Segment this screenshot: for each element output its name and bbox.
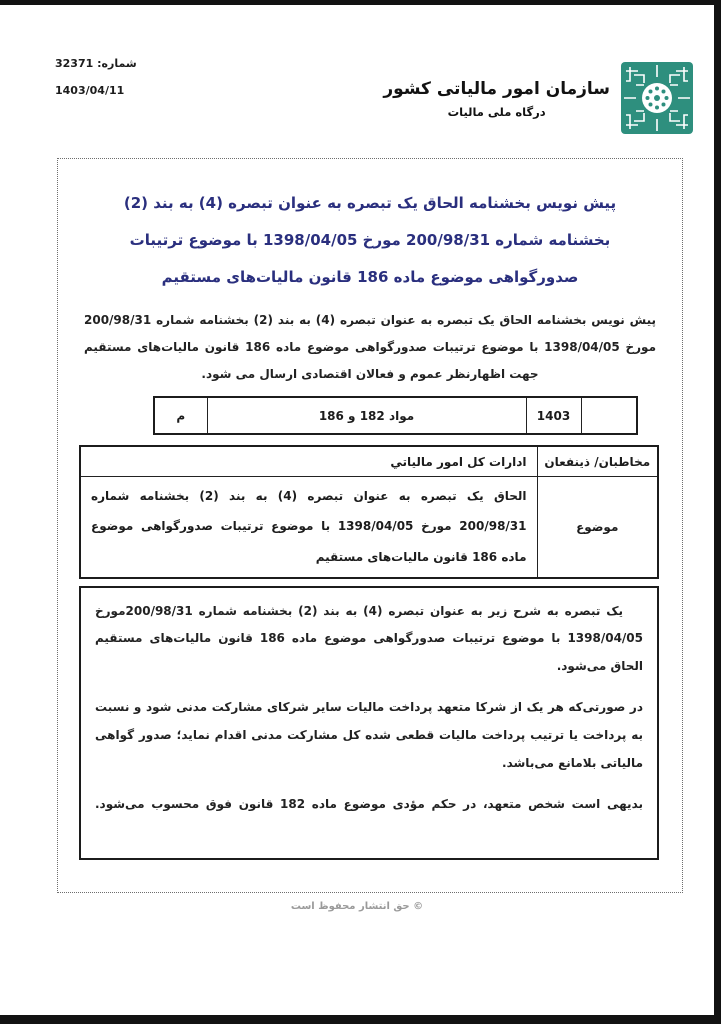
document-title: پیش نویس بخشنامه الحاق یک تبصره به عنوان تبصره (4) به بند (2) بخشنامه شماره 200/98/31 مورخ 1398/04/05 با موضوع ترتیبات صدورگواهی موضوع ماده 186 قانون مالیات‌های مستقیم <box>123 194 617 286</box>
organization-text <box>383 77 610 119</box>
classification-strip-table <box>153 396 638 435</box>
organization-brand <box>383 61 694 135</box>
body-paragraph: یک تبصره به شرح زیر به عنوان تبصره (4) به بند (2) بخشنامه شماره 200/98/31مورخ 1398/04/05 با موضوع ترتیبات صدورگواهی موضوع ماده 186 قانون مالیات‌های مستقیم الحاق می‌شود. <box>95 603 643 673</box>
document-header <box>0 5 714 158</box>
body-paragraph: بدیهی است شخص متعهد، در حکم مؤدی موضوع ماده 182 قانون فوق محسوب می‌شود. <box>95 797 644 812</box>
table-row <box>80 446 658 476</box>
subject-label: موضوع <box>537 476 658 577</box>
year-cell: 1403 <box>526 397 581 434</box>
organization-name: سازمان امور مالیاتی کشور <box>383 79 610 100</box>
organization-subtitle: درگاه ملی مالیات <box>447 104 546 119</box>
articles-cell: مواد 182 و 186 <box>207 397 526 434</box>
letter-date: 1403/04/11 <box>55 84 125 98</box>
recipients-value: ادارات کل امور مالیاتي <box>80 446 537 476</box>
recipients-subject-table <box>79 445 659 578</box>
body-paragraph: در صورتی‌که هر یک از شرکا متعهد پرداخت مالیات سایر شرکای مشارکت مدنی شود و نسبت به پرداخت یا ترتیب پرداخت مالیات قطعی شده کل مشارکت مدنی اقدام نماید؛ صدور گواهی مالیاتی بلامانع می‌باشد. <box>95 700 643 770</box>
letter-number: شماره: 32371 <box>55 57 137 70</box>
table-row <box>154 397 637 434</box>
tax-organization-logo-icon <box>620 61 694 135</box>
copyright-notice: © حق انتشار محفوظ است <box>290 901 424 912</box>
intro-paragraph: پیش نویس بخشنامه الحاق یک تبصره به عنوان تبصره (4) به بند (2) بخشنامه شماره 200/98/31 مورخ 1398/04/05 با موضوع ترتیبات صدورگواهی موضوع ماده 186 قانون مالیات‌های مستقیم جهت اظهارنظر عموم و فعالان اقتصادی ارسال می شود. <box>84 313 657 382</box>
document-content-frame <box>57 158 683 893</box>
recipients-label: مخاطبان/ ذینفعان <box>537 446 658 476</box>
subject-value: الحاق یک تبصره به عنوان تبصره (4) به بند (2) بخشنامه شماره 200/98/31 مورخ 1398/04/05 با موضوع ترتیبات صدورگواهی موضوع ماده 186 قانون مالیات‌های مستقیم <box>80 476 537 577</box>
letter-meta <box>55 57 137 97</box>
empty-cell <box>581 397 637 434</box>
letter-type-cell: م <box>154 397 207 434</box>
table-row <box>80 476 658 577</box>
body-text-box <box>79 586 659 860</box>
